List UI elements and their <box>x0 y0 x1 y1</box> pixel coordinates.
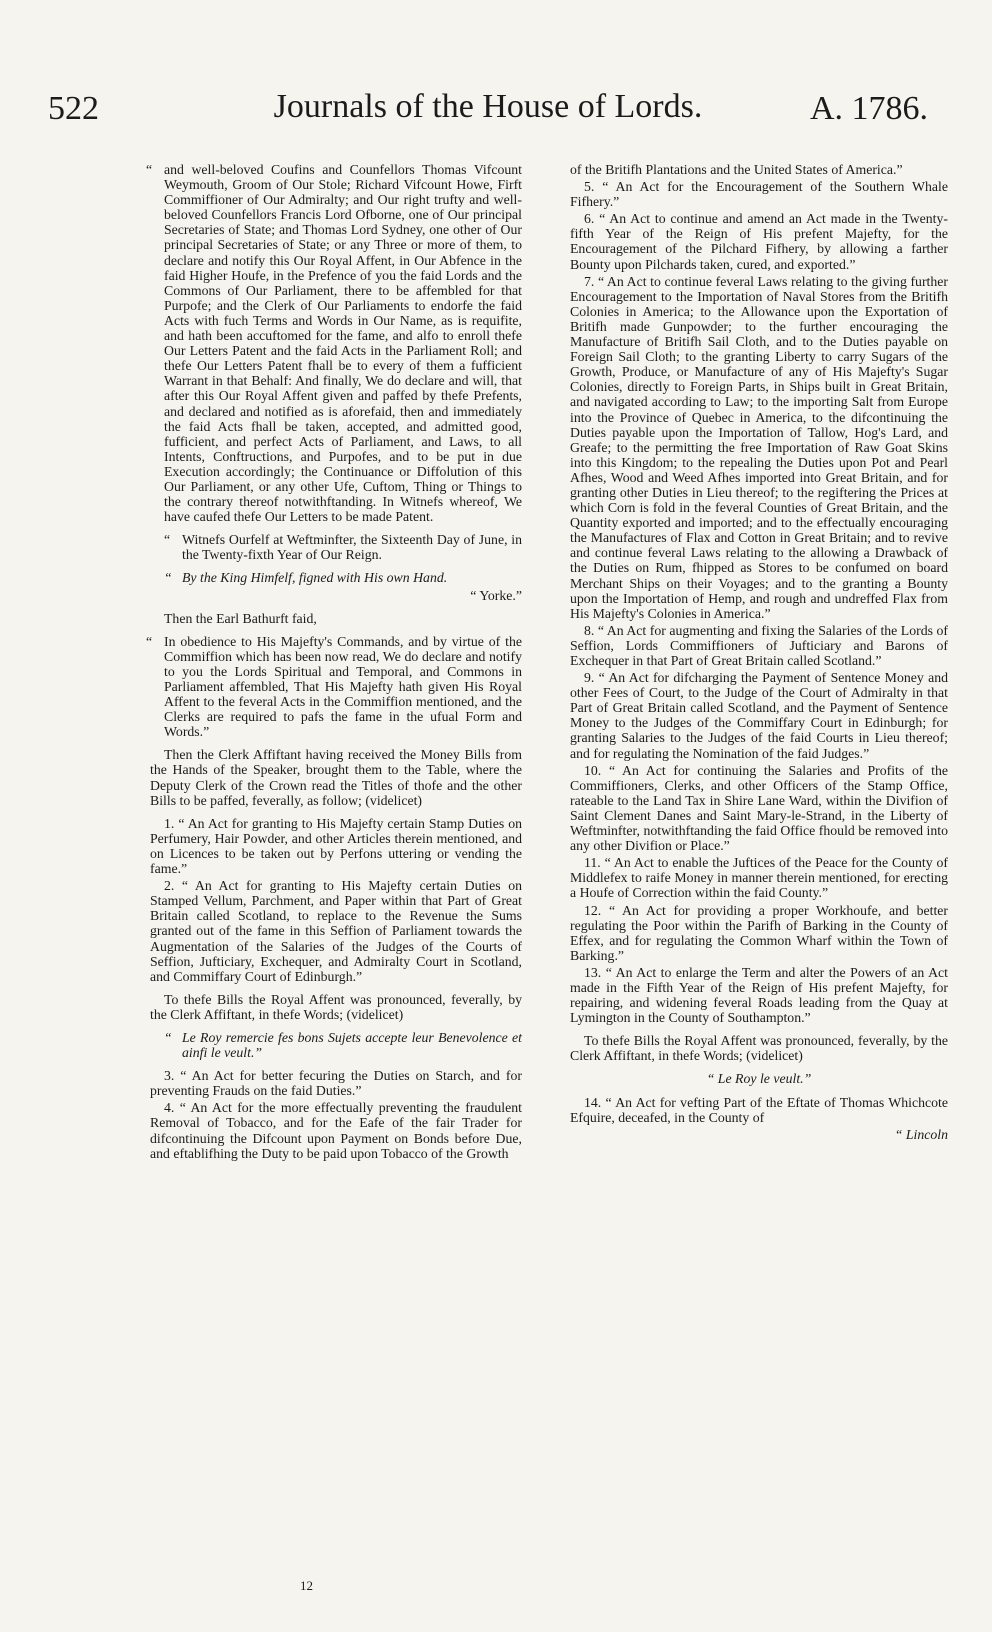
bathurst-intro: Then the Earl Bathurft faid, <box>164 610 317 626</box>
catchword: “ Lincoln <box>894 1126 948 1142</box>
right-column <box>570 162 948 1144</box>
bill-4: 4. “ An Act for the more effectually preventing the fraudulent Removal of Tobacco, and for the Eafe of the fair Trader for difcontinuing the Difcount upon Payment on Bonds before Due, and eftablifhing the Duty to be paid upon Tobacco of the Growth <box>150 1100 522 1161</box>
bill-1: 1. “ An Act for granting to His Majefty certain Stamp Duties on Perfumery, Hair Powder, and other Articles therein mentioned, and on Licences to be taken out by Perfons uttering or vending the fame.” <box>150 815 522 877</box>
bill-8: 8. “ An Act for augmenting and fixing the Salaries of the Lords of Seffion, Lords Commiffioners of Jufticiary and Barons of Exchequer in that Part of Great Britain called Scotland.” <box>570 622 948 668</box>
assent-paragraph-1: To thefe Bills the Royal Affent was pronounced, feverally, by the Clerk Affiftant, in thefe Words; (videlicet) <box>150 991 522 1022</box>
commission-paragraph: “ and well-beloved Coufins and Counfellors Thomas Vifcount Weymouth, Groom of Our Stole; Richard Vifcount Howe, Firft Commiffioner of Our Admiralty; and Our right trufty and well-beloved Counfellors Francis Lord Ofborne, one of Our principal Secretaries of State; and Thomas Lord Sydney, one other of Our principal Secretaries of State; or any Three or more of them, to declare and notify this Our Royal Affent, in Our Abfence in the faid Higher Houfe, in the Prefence of you the faid Lords and the Commons of Our Parliament, there to be affembled for that Purpofe; and the Clerk of Our Parliaments to endorfe the faid Acts with fuch Terms and Words in Our Name, as is requifite, and hath been accuftomed for the fame, and alfo to enroll thefe Our Letters Patent and the faid Acts in the Parliament Roll; and thefe Our Letters Patent fhall be to every of them a fufficient Warrant in that Behalf: And finally, We do declare and will, that after this Our Royal Affent given and paffed by thefe Prefents, and declared and notified as is aforefaid, then and immediately the faid Acts fhall be taken, accepted, and admitted good, fufficient, and perfect Acts of Parliament, and Laws, to all Intents, Conftructions, and Purpofes, and to be put in due Execution accordingly; the Continuance or Diffolution of this Our Parliament, or any other Ufe, Cuftom, Thing or Things to the contrary thereof notwithftanding. In Witnefs whereof, We have caufed thefe Our Letters to be made Patent. <box>150 162 522 524</box>
bill-11: 11. “ An Act to enable the Juftices of the Peace for the County of Middlefex to raife Money in manner therein mentioned, for erecting a Houfe of Correction within the faid County.” <box>570 855 948 901</box>
clerk-paragraph: Then the Clerk Affiftant having received the Money Bills from the Hands of the Speaker, brought them to the Table, where the Deputy Clerk of the Crown read the Titles of thofe and the other Bills to be paffed, feverally, as follow; (videlicet) <box>150 747 522 808</box>
bathurst-speech: “ In obedience to His Majefty's Commands, and by virtue of the Commiffion which has been now read, We do declare and notify to you the Lords Spiritual and Temporal, and Commons in Parliament affembled, That His Majefty hath given His Royal Affent to the feveral Acts in the Commiffion mentioned, and the Clerks are required to pafs the fame in the ufual Form and Words.” <box>150 634 522 740</box>
bill-6: 6. “ An Act to continue and amend an Act made in the Twenty-fifth Year of the Reign of His prefent Majefty, for the Encouragement of the Pilchard Fifhery, by allowing a farther Bounty upon Pilchards taken, cured, and exported.” <box>570 211 948 272</box>
signature-mark: 12 <box>300 1578 313 1593</box>
le-roy-remercie: “ Le Roy remercie fes bons Sujets accepte leur Benevolence et ainfi le veult.” <box>168 1030 522 1060</box>
bill-7: 7. “ An Act to continue feveral Laws relating to the giving further Encouragement to the Importation of Naval Stores from the Britifh Colonies in America; to the Allowance upon the Exportation of Britifh made Gunpowder; to the further encouraging the Manufacture of Britifh Sail Cloth, and to the Duties payable on Foreign Sail Cloth; to the granting Liberty to carry Sugars of the Growth, Produce, or Manufacture of any of His Majefty's Sugar Colonies, directly to Foreign Parts, in Ships built in Great Britain, and navigated according to Law; to the importing Salt from Europe into the Province of Quebec in America, to the difcontinuing the Duties payable upon the Importation of Tallow, Hog's Lard, and Greafe; to the permitting the free Importation of Raw Goat Skins into this Kingdom; to the repealing the Duties upon Pot and Pearl Afhes, Wood and Weed Afhes imported into Great Britain, and for granting other Duties in Lieu thereof; to the regiftering the Prices at which Corn is fold in the feveral Counties of Great Britain, and the Quantity exported and imported; and to the effectually encouraging the Manufactures of Flax and Cotton in Great Britain; and to revive and continue feveral Laws relating to the allowing a Drawback of the Duties on Rum, fhipped as Stores to be confumed on board Merchant Ships on their Voyages; and to the granting a Bounty upon the Importation of Hemp, and rough and undreffed Flax from His Majefty's Colonies in America.” <box>570 273 948 621</box>
page-header <box>48 80 928 140</box>
bill-4-continued: of the Britifh Plantations and the United States of America.” <box>570 162 903 177</box>
commission-text <box>150 162 522 524</box>
bill-2: 2. “ An Act for granting to His Majefty certain Duties on Stamped Vellum, Parchment, and Paper within that Part of Great Britain called Scotland, to replace to the Revenue the Sums granted out of the fame in this Seffion of Parliament towards the Augmentation of the Salaries of the Judges of the Courts of Seffion, Jufticiary, Exchequer, and Admiralty Court in Scotland, and Commiffary Court of Edinburgh.” <box>150 878 522 984</box>
assent-paragraph-2: To thefe Bills the Royal Affent was pronounced, feverally, by the Clerk Affiftant, in thefe Words; (videlicet) <box>570 1033 948 1064</box>
bathurst-speech-block <box>150 634 522 740</box>
bill-10: 10. “ An Act for continuing the Salaries and Profits of the Commiffioners, Clerks, and other Officers of the Stamp Office, rateable to the Land Tax in Shire Lane Ward, within the Divifion of Saint Clement Danes and Saint Mary-le-Strand, in the Liberty of Weftminfter, notwithftanding the faid Office fhould be removed into any other Divifion or Place.” <box>570 762 948 854</box>
bill-5: 5. “ An Act for the Encouragement of the Southern Whale Fifhery.” <box>570 179 948 210</box>
bill-9: 9. “ An Act for difcharging the Payment of Sentence Money and other Fees of Court, to the Judge of the Court of Admiralty in that Part of Great Britain called Scotland, and the Payment of Sentence Money to the Judges of the Commiffary Court in Edinburgh; for granting Salaries to the Judges of the faid Courts in Lieu thereof; and for regulating the Nomination of the faid Judges.” <box>570 670 948 761</box>
page-number: 522 <box>48 90 99 127</box>
witness-block <box>150 532 522 562</box>
year-heading: A. 1786. <box>809 90 928 127</box>
bill-3: 3. “ An Act for better fecuring the Duties on Starch, and for preventing Frauds on the faid Duties.” <box>150 1068 522 1099</box>
le-roy-veult: “ Le Roy le veult.” <box>706 1071 812 1087</box>
by-king-block <box>150 570 522 585</box>
yorke-signature: “ Yorke.” <box>470 587 522 603</box>
journal-title: Journals of the House of Lords. <box>273 88 703 125</box>
le-roy-remercie-block <box>150 1030 522 1060</box>
by-the-king-text: “ By the King Himfelf, figned with His own Hand. <box>168 570 522 585</box>
bill-14: 14. “ An Act for vefting Part of the Eftate of Thomas Whichcote Efquire, deceafed, in the County of <box>570 1094 948 1125</box>
left-column <box>150 162 522 1163</box>
witness-text: “ Witnefs Ourfelf at Weftminfter, the Sixteenth Day of June, in the Twenty-fixth Year of Our Reign. <box>168 532 522 562</box>
bill-12: 12. “ An Act for providing a proper Workhoufe, and better regulating the Poor within the Parifh of Barking in the County of Effex, and for regulating the Common Wharf within the Town of Barking.” <box>570 902 948 963</box>
bill-13: 13. “ An Act to enlarge the Term and alter the Powers of an Act made in the Fifth Year of the Reign of His prefent Majefty, for repairing, and widening feveral Roads leading from the Quay at Lymington in the County of Southampton.” <box>570 964 948 1026</box>
